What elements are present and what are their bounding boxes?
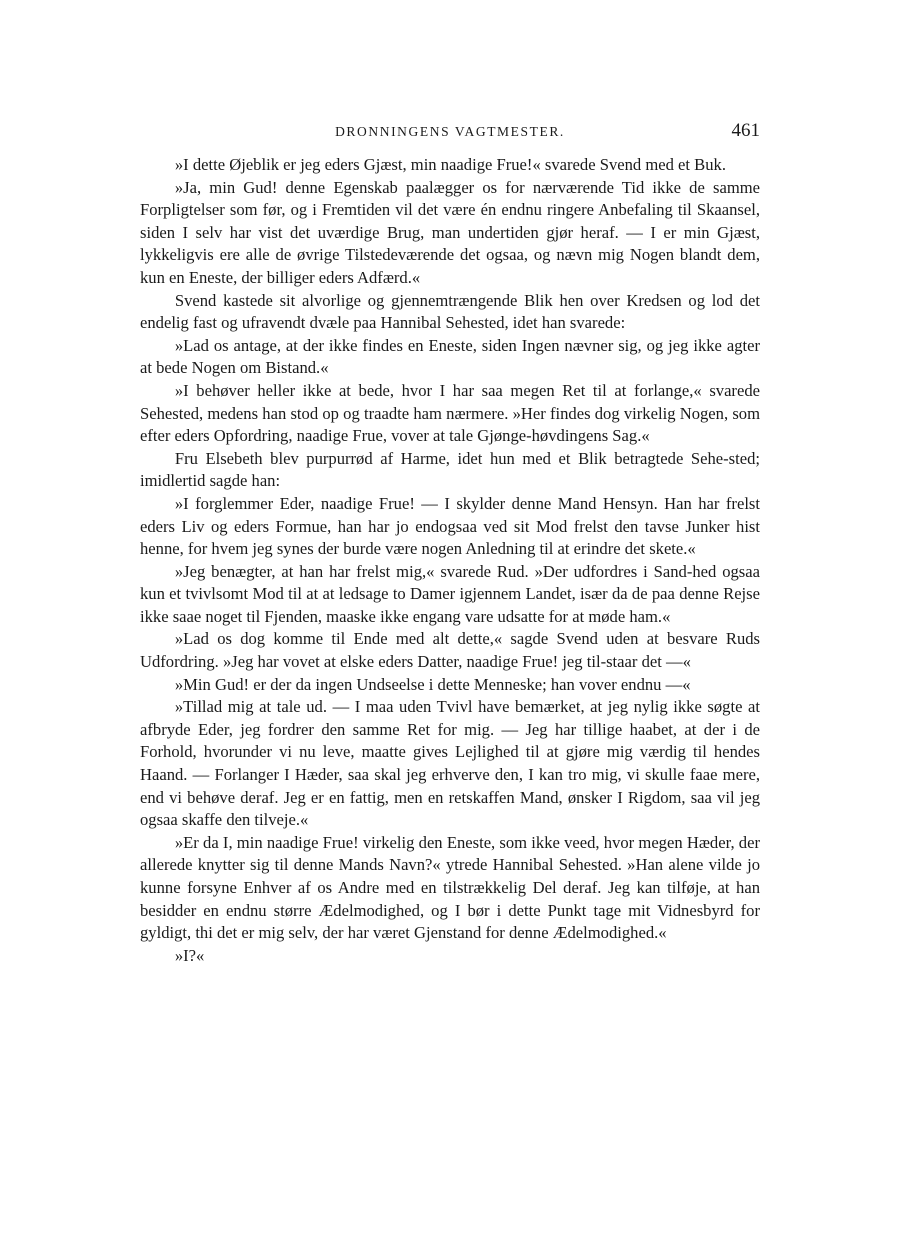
paragraph: »I dette Øjeblik er jeg eders Gjæst, min naadige Frue!« svarede Svend med et Buk. <box>174 155 726 174</box>
page-header <box>140 120 760 144</box>
paragraph: »Tillad mig at tale ud. — I maa uden Tvivl have bemærket, at jeg nylig ikke søgte at afbryde Eder, jeg fordrer den samme Ret for mig. — Jeg har tillige haabet, at der i de Forhold, hvorunder vi nu leve, maatte gives Lejlighed til at gjøre mig værdig til hendes Haand. — Forlanger I Hæder, saa skal jeg erhverve den, I kan tro mig, vi skulle faae mere, end vi behøve deraf. Jeg er en fattig, men en retskaffen Mand, ønsker I Rigdom, saa vil jeg ogsaa skaffe den tilveje.« <box>140 697 760 830</box>
paragraph: »Min Gud! er der da ingen Undseelse i dette Menneske; han vover endnu —« <box>174 674 691 694</box>
body-text <box>140 154 760 967</box>
page-number: 461 <box>731 120 760 141</box>
paragraph: »Er da I, min naadige Frue! virkelig den Eneste, som ikke veed, hvor megen Hæder, der allerede knytter sig til denne Mands Navn?« ytrede Hannibal Sehested. »Han alene vilde jo kunne forsyne Enhver af os Andre med en tilstrækkelig Del deraf. Jeg kan tilføje, at han besidder en endnu større Ædelmodighed, og I bør i dette Punkt tage mit Vidnesbyrd for gyldigt, thi det er mig selv, der har været Gjenstand for denne Ædelmodighed.« <box>140 832 760 943</box>
paragraph: »Lad os dog komme til Ende med alt dette,« sagde Svend uden at besvare Ruds Udfordring. »Jeg har vovet at elske eders Datter, naadige Frue! jeg til-staar det —« <box>140 629 760 672</box>
paragraph: Fru Elsebeth blev purpurrød af Harme, idet hun med et Blik betragtede Sehe-sted; imidlertid sagde han: <box>140 448 760 491</box>
running-head: DRONNINGENS VAGTMESTER. <box>335 124 565 139</box>
paragraph: »I?« <box>174 945 205 965</box>
paragraph: »Lad os antage, at der ikke findes en Eneste, siden Ingen nævner sig, og jeg ikke agter at bede Nogen om Bistand.« <box>140 335 760 378</box>
paragraph: »I behøver heller ikke at bede, hvor I har saa megen Ret til at forlange,« svarede Sehested, medens han stod op og traadte ham nærmere. »Her findes dog virkelig Nogen, som efter eders Opfordring, naadige Frue, vover at tale Gjønge-høvdingens Sag.« <box>140 380 760 446</box>
paragraph: »Jeg benægter, at han har frelst mig,« svarede Rud. »Der udfordres i Sand-hed ogsaa kun et tvivlsomt Mod til at at ledsage to Damer igjennem Landet, især da de paa denne Rejse ikke saae noget til Fjenden, maaske ikke engang vare udsatte for at møde ham.« <box>140 561 760 626</box>
paragraph: »I forglemmer Eder, naadige Frue! — I skylder denne Mand Hensyn. Han har frelst eders Liv og eders Formue, han har jo endogsaa ved sit Mod frelst den tavse Junker hist henne, for hvem jeg synes der burde være nogen Anledning til at erindre det skete.« <box>140 493 760 559</box>
paragraph: »Ja, min Gud! denne Egenskab paalægger os for nærværende Tid ikke de samme Forpligtelser som før, og i Fremtiden vil det være én endnu ringere Anbefaling til Skaansel, siden I selv har vist det uværdige Brug, man undertiden gjør heraf. — I er min Gjæst, lykkeligvis ere alle de øvrige Tilstedeværende det ogsaa, og nævn mig Nogen blandt dem, kun en Eneste, der billiger eders Adfærd.« <box>140 177 760 287</box>
paragraph: Svend kastede sit alvorlige og gjennemtrængende Blik hen over Kredsen og lod det endelig fast og ufravendt dvæle paa Hannibal Sehested, idet han svarede: <box>140 290 760 333</box>
